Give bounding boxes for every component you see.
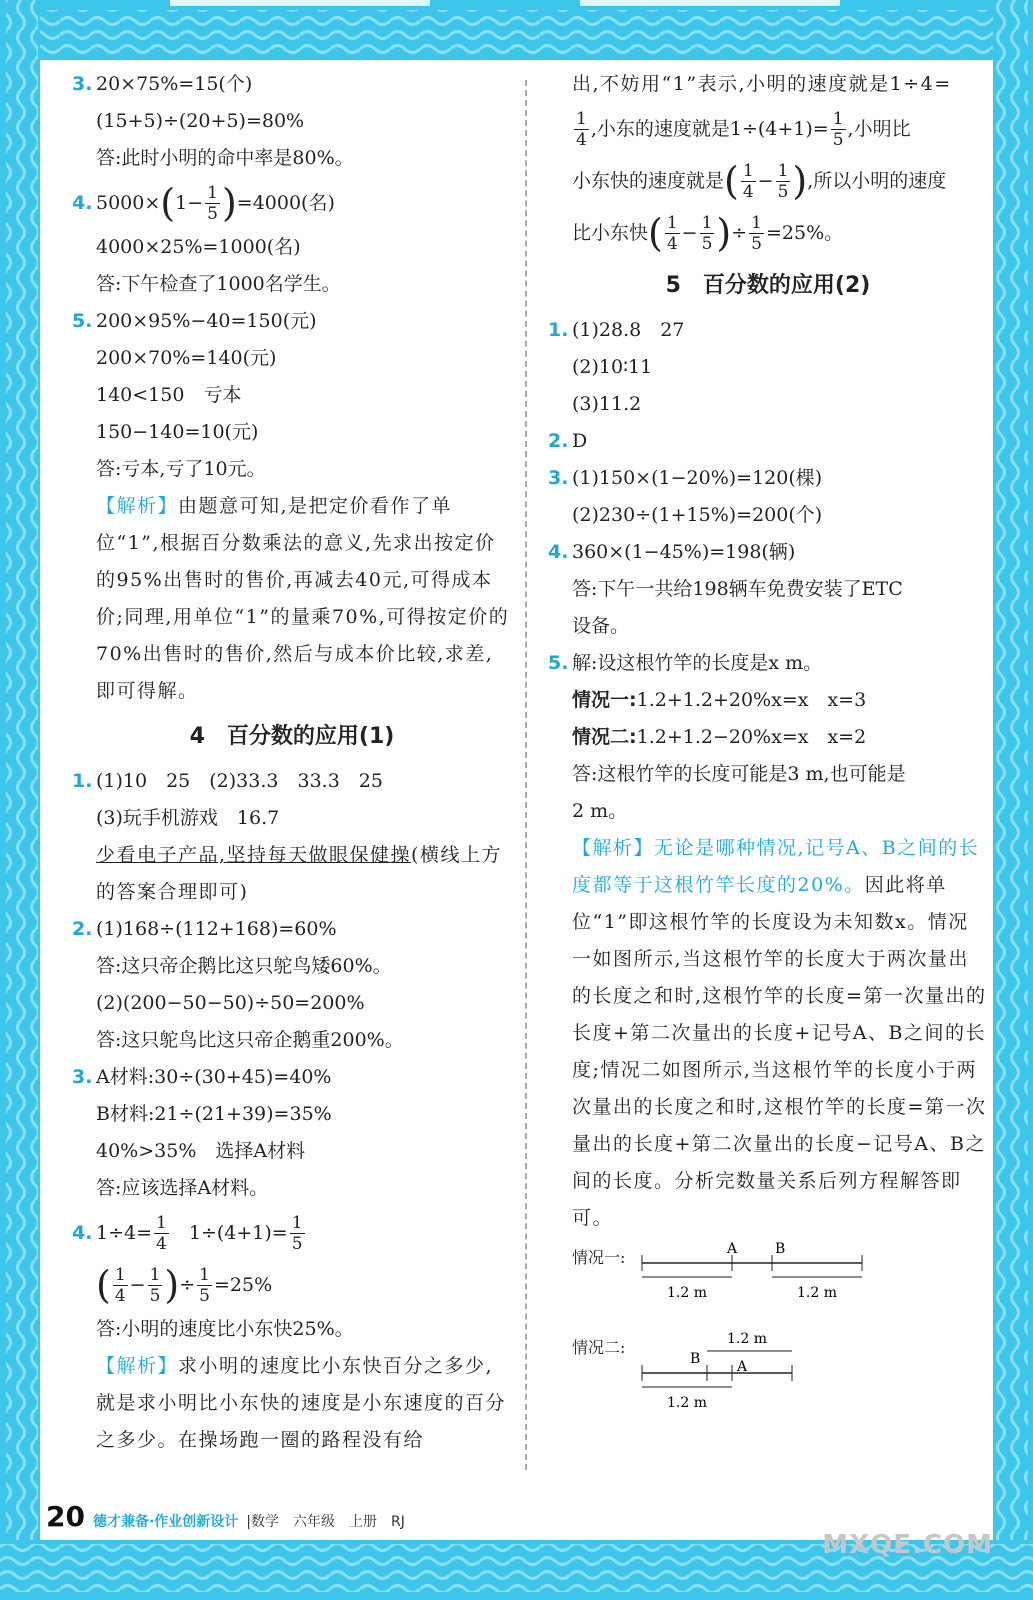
mark-b: B [690,1351,701,1367]
expr-text: ÷ [731,221,748,244]
analysis-highlight: 无论是哪种情况,记号A、B之间的长度都等于这根竹竿长度的20%。 [572,837,980,896]
mark-a: A [727,1241,738,1257]
question-number: 5. [72,310,93,332]
answer-line: (1)10 25 (2)33.3 33.3 25 [96,770,383,792]
diagram-label: 情况一: [572,1248,626,1267]
answer-line: (1)150×(1−20%)=120(棵) [572,467,823,489]
expr-text: 5000× [96,191,161,214]
expr-text: ,所以小明的速度 [807,169,947,192]
analysis-continued: 出,不妨用“1”表示,小明的速度就是1÷4= [572,73,952,95]
diagram-label: 情况二: [572,1338,626,1357]
answer-line: 答:小明的速度比小东快25%。 [96,1318,354,1340]
analysis-continued [548,103,988,155]
fraction: $\frac{1}{5}$ [291,1212,303,1254]
question-number: 3. [72,1066,93,1088]
answer-line: 解:设这根竹竿的长度是x m。 [572,652,823,674]
fraction: $\frac{1}{4}$ [742,160,754,202]
right-column [548,66,988,1417]
fraction: $\frac{1}{5}$ [149,1264,161,1306]
question-number: 1. [72,770,93,792]
answer-line: 答:这根竹竿的长度可能是3 m,也可能是 [572,763,906,785]
analysis-continued: 比小东快 ( $\frac{1}{4}$ − $\frac{1}{5}$ ) ÷ $\frac{1}{5}$ =25%。 [572,211,844,255]
section-title: 4 百分数的应用(1) [189,724,395,749]
fraction: $\frac{1}{5}$ [701,212,713,254]
answer-line: 200×95%−40=150(元) [96,310,317,332]
fraction: $\frac{1}{5}$ [207,182,218,224]
case-label: 情况二: [572,726,637,748]
expr-text: ,小东的速度就是1÷(4+1)= [590,117,829,140]
answer-line: 答:下午检查了1000名学生。 [96,273,341,295]
answer-line [548,719,988,756]
answer-line: 答:下午一共给198辆车免费安装了ETC [572,578,903,600]
expr-text: 1− [175,191,204,214]
expr-text: − [129,1273,146,1296]
expr-text: =25% [213,1273,273,1296]
answer-line: 20×75%=15(个) [96,73,253,95]
answer-line: (1)28.8 27 [572,319,685,341]
analysis-block [72,1348,512,1459]
question-number: 4. [72,191,93,214]
question-number: 3. [72,73,93,95]
book-subject: |数学 六年级 上册 RJ [246,1514,405,1530]
answer-line: (3)玩手机游戏 16.7 [96,807,280,829]
expr-text: 1÷(4+1)= [188,1221,288,1244]
fraction: $\frac{1}{4}$ [576,108,587,150]
length-label: 1.2 m [667,1395,707,1411]
question-number: 4. [548,541,569,563]
answer-line: (2)(200−50−50)÷50=200% [96,992,365,1014]
answer-line [548,682,988,719]
length-label: 1.2 m [727,1331,767,1347]
answer-line: (15+5)÷(20+5)=80% [96,110,305,132]
analysis-tag: 【解析】 [572,837,655,859]
question-number: 1. [548,319,569,341]
answer-line: A材料:30÷(30+45)=40% [96,1066,332,1088]
answer-line [72,837,512,911]
analysis-text: 求小明的速度比小东快百分之多少,就是求小明比小东快的速度是小东速度的百分之多少。在操场跑一圈的路程没有给 [96,1355,507,1451]
answer-line: 答:此时小明的命中率是80%。 [96,147,354,169]
expr-text: 小东快的速度就是 [572,169,725,192]
section-title: 5 百分数的应用(2) [665,273,871,298]
analysis-block [548,830,988,1237]
analysis-continued: 小东快的速度就是 ( $\frac{1}{4}$ − $\frac{1}{5}$ ) ,所以小明的速度 [572,159,947,203]
fraction: $\frac{1}{4}$ [114,1264,126,1306]
segment-diagram [572,1327,992,1417]
expr-text: ,小明比 [847,117,911,140]
segment-diagram [572,1237,992,1317]
answer-line [72,1207,512,1259]
answer-line: 答:亏本,亏了10元。 [96,458,266,480]
answer-line: B材料:21÷(21+39)=35% [96,1103,332,1125]
analysis-tag: 【解析】 [96,1355,179,1377]
answer-line: 4. 5000× ( 1− $\frac{1}{5}$ ) =4000(名) [72,181,335,225]
length-label: 1.2 m [667,1285,707,1301]
analysis-tag: 【解析】 [96,495,179,517]
analysis-block [72,488,512,710]
fraction: $\frac{1}{5}$ [199,1264,210,1306]
answer-line: (1)168÷(112+168)=60% [96,918,337,940]
expr-text: − [757,169,774,192]
equation: 1.2+1.2+20%x=x x=3 [636,689,867,711]
answer-line: 设备。 [572,615,630,637]
question-number: 5. [548,652,569,674]
fraction: $\frac{1}{4}$ [156,1212,167,1254]
question-number: 3. [548,467,569,489]
answer-note: (横线上方的答案合理即可) [96,844,502,903]
fraction: $\frac{1}{4}$ [666,212,678,254]
length-label: 1.2 m [797,1285,837,1301]
expr-text: =4000(名) [236,191,335,214]
answer-line: 2 m。 [572,800,628,822]
question-number: 2. [548,430,569,452]
diagram-case-1 [548,1237,988,1327]
answer-line: 答:应该选择A材料。 [96,1177,269,1199]
mark-b: B [775,1241,786,1257]
equation: 1.2+1.2−20%x=x x=2 [636,726,867,748]
question-number: 4. [72,1221,93,1244]
answer-line: 40%>35% 选择A材料 [96,1140,306,1162]
answer-line: 360×(1−45%)=198(辆) [572,541,796,563]
watermark: MXQE.COM [822,1530,993,1560]
fraction: $\frac{1}{5}$ [777,160,789,202]
expr-text: − [681,221,698,244]
left-column [72,66,512,1459]
answer-line: 4000×25%=1000(名) [96,236,301,258]
question-number: 2. [72,918,93,940]
expr-text: 1÷4= [96,1221,153,1244]
fraction: $\frac{1}{5}$ [751,212,762,254]
answer-line: 答:这只鸵鸟比这只帝企鹅重200%。 [96,1029,404,1051]
answer-line: 200×70%=140(元) [96,347,277,369]
answer-line: 140<150 亏本 [96,384,242,406]
answer-line: ( $\frac{1}{4}$ − $\frac{1}{5}$ ) ÷ $\frac{1}{5}$ =25% [96,1263,273,1307]
answer-line: D [572,430,588,452]
page-number: 20 [46,1500,85,1533]
analysis-text: 因此将单位“1”即这根竹竿的长度设为未知数x。情况一如图所示,当这根竹竿的长度大于两次量出的长度之和时,这根竹竿的长度=第一次量出的长度+第二次量出的长度+记号A、B之间的长度;情况二如图所示,当这根竹竿的长度小于两次量出的长度之和时,这根竹竿的长度=第一次量出的长度+第二次量出的长度−记号A、B之间的长度。分析完数量关系后列方程解答即可。 [572,874,987,1229]
diagram-case-2 [548,1327,988,1417]
publisher-name: 德才兼备·作业创新设计 [92,1514,239,1530]
answer-line: (3)11.2 [572,393,642,415]
expr-text: ÷ [179,1273,196,1296]
expr-text: =25%。 [766,221,844,244]
page-footer [46,1500,405,1533]
answer-line: 答:这只帝企鹅比这只鸵鸟矮60%。 [96,955,392,977]
underlined-answer: 少看电子产品,坚持每天做眼保健操 [96,844,412,866]
answer-line: (2)230÷(1+15%)=200(个) [572,504,823,526]
fraction: $\frac{1}{5}$ [832,108,844,150]
answer-line: (2)10∶11 [572,356,653,378]
mark-a: A [737,1359,748,1375]
column-divider [525,80,527,1470]
case-label: 情况一: [572,689,637,711]
expr-text: 比小东快 [572,221,649,244]
analysis-text: 由题意可知,是把定价看作了单位“1”,根据百分数乘法的意义,先求出按定价的95%出售时的售价,再减去40元,可得成本价;同理,用单位“1”的量乘70%,可得按定价的70%出售时的售价,然后与成本价比较,求差,即可得解。 [96,495,510,702]
answer-line: 150−140=10(元) [96,421,259,443]
